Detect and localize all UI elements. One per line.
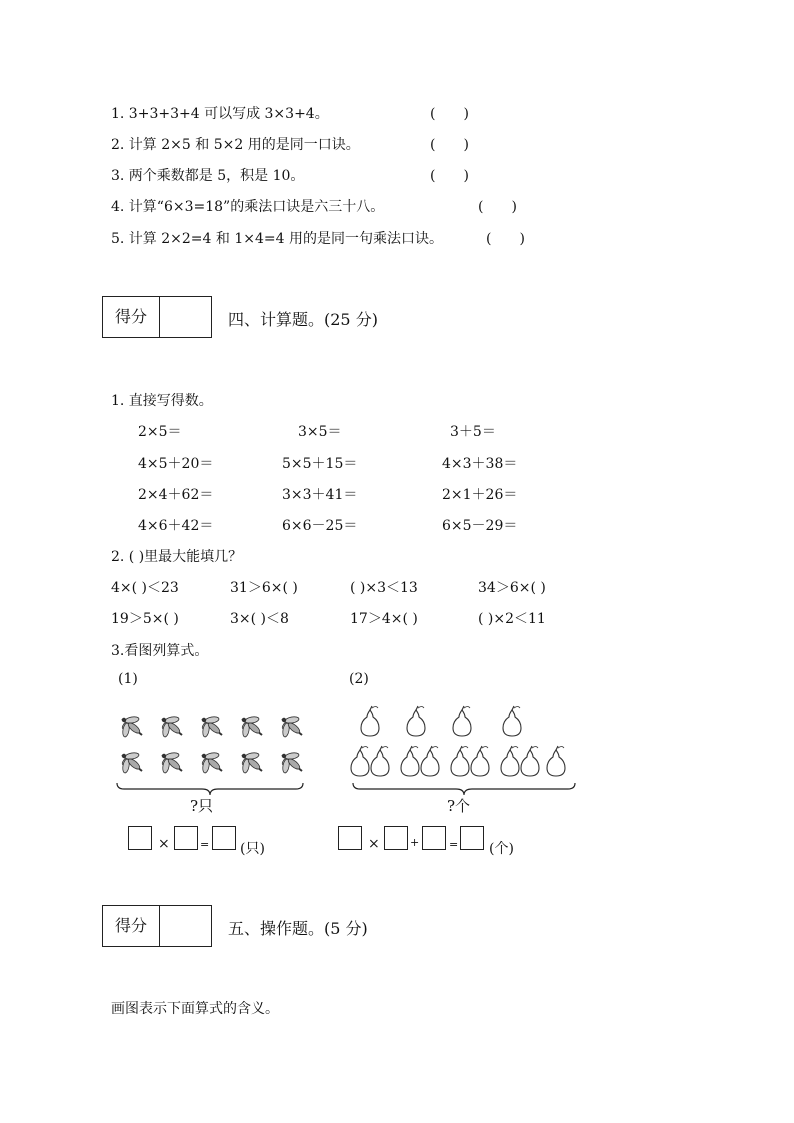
judge-paren-4[interactable]: ( ) [478, 199, 517, 215]
compare-item: 34＞6×( ) [478, 580, 546, 596]
answer-box[interactable] [212, 826, 236, 850]
compare-item: ( )×3＜13 [350, 580, 418, 596]
section5-title: 五、操作题。(5 分) [228, 919, 368, 938]
brace-label-part1: ?只 [190, 797, 214, 815]
judge-text-1: 1. 3+3+3+4 可以写成 3×3+4。 [111, 106, 329, 122]
score-box-section4 [102, 296, 212, 338]
answer-box[interactable] [384, 826, 408, 850]
times-sign: × [158, 836, 170, 852]
times-sign: × [368, 836, 380, 852]
calc-item: 3＋5＝ [450, 424, 496, 440]
score-input[interactable] [160, 297, 211, 337]
equals-sign: = [449, 838, 459, 851]
answer-box[interactable] [460, 826, 484, 850]
calc-item: 2×1＋26＝ [442, 487, 518, 503]
calc-item: 2×4＋62＝ [138, 487, 214, 503]
answer-box[interactable] [422, 826, 446, 850]
compare-item: 17＞4×( ) [350, 611, 418, 627]
q3-part2-label: (2) [349, 671, 369, 687]
calc-item: 3×5＝ [298, 424, 342, 440]
calc-item: 5×5＋15＝ [282, 456, 358, 472]
compare-item: ( )×2＜11 [478, 611, 546, 627]
calc-item: 3×3＋41＝ [282, 487, 358, 503]
answer-box[interactable] [174, 826, 198, 850]
q3-title: 3.看图列算式。 [111, 643, 209, 659]
answer-box[interactable] [128, 826, 152, 850]
q1-title: 1. 直接写得数。 [111, 393, 213, 409]
brace-part1 [116, 782, 304, 796]
compare-item: 31＞6×( ) [230, 580, 298, 596]
calc-item: 4×5＋20＝ [138, 456, 214, 472]
judge-text-3: 3. 两个乘数都是 5，积是 10。 [111, 168, 305, 184]
plus-sign: + [410, 836, 420, 849]
compare-item: 4×( )＜23 [111, 580, 179, 596]
dragonfly-group [116, 708, 316, 780]
judge-paren-5[interactable]: ( ) [486, 231, 525, 247]
compare-item: 19＞5×( ) [111, 611, 179, 627]
q2-title: 2. ( )里最大能填几？ [111, 549, 243, 565]
calc-item: 6×5－29＝ [442, 518, 518, 534]
unit-label: (只) [240, 841, 265, 857]
judge-paren-1[interactable]: ( ) [430, 106, 469, 122]
calc-item: 6×6－25＝ [282, 518, 358, 534]
brace-label-part2: ?个 [447, 797, 471, 815]
calc-item: 2×5＝ [138, 424, 182, 440]
judge-text-2: 2. 计算 2×5 和 5×2 用的是同一口诀。 [111, 137, 360, 153]
judge-text-5: 5. 计算 2×2=4 和 1×4=4 用的是同一句乘法口诀。 [111, 231, 443, 247]
score-label: 得分 [103, 906, 160, 946]
judge-paren-3[interactable]: ( ) [430, 168, 469, 184]
calc-item: 4×6＋42＝ [138, 518, 214, 534]
calc-item: 4×3＋38＝ [442, 456, 518, 472]
judge-paren-2[interactable]: ( ) [430, 137, 469, 153]
score-input[interactable] [160, 906, 211, 946]
brace-part2 [352, 782, 576, 796]
unit-label: (个) [489, 841, 514, 857]
score-box-section5 [102, 905, 212, 947]
judge-text-4: 4. 计算“6×3=18”的乘法口诀是六三十八。 [111, 199, 385, 215]
section5-instruction: 画图表示下面算式的含义。 [111, 1001, 279, 1017]
compare-item: 3×( )＜8 [230, 611, 289, 627]
q3-part1-label: (1) [118, 671, 138, 687]
pear-group [346, 702, 582, 782]
equals-sign: = [200, 838, 210, 851]
score-label: 得分 [103, 297, 160, 337]
answer-box[interactable] [338, 826, 362, 850]
section4-title: 四、计算题。(25 分) [228, 310, 378, 329]
